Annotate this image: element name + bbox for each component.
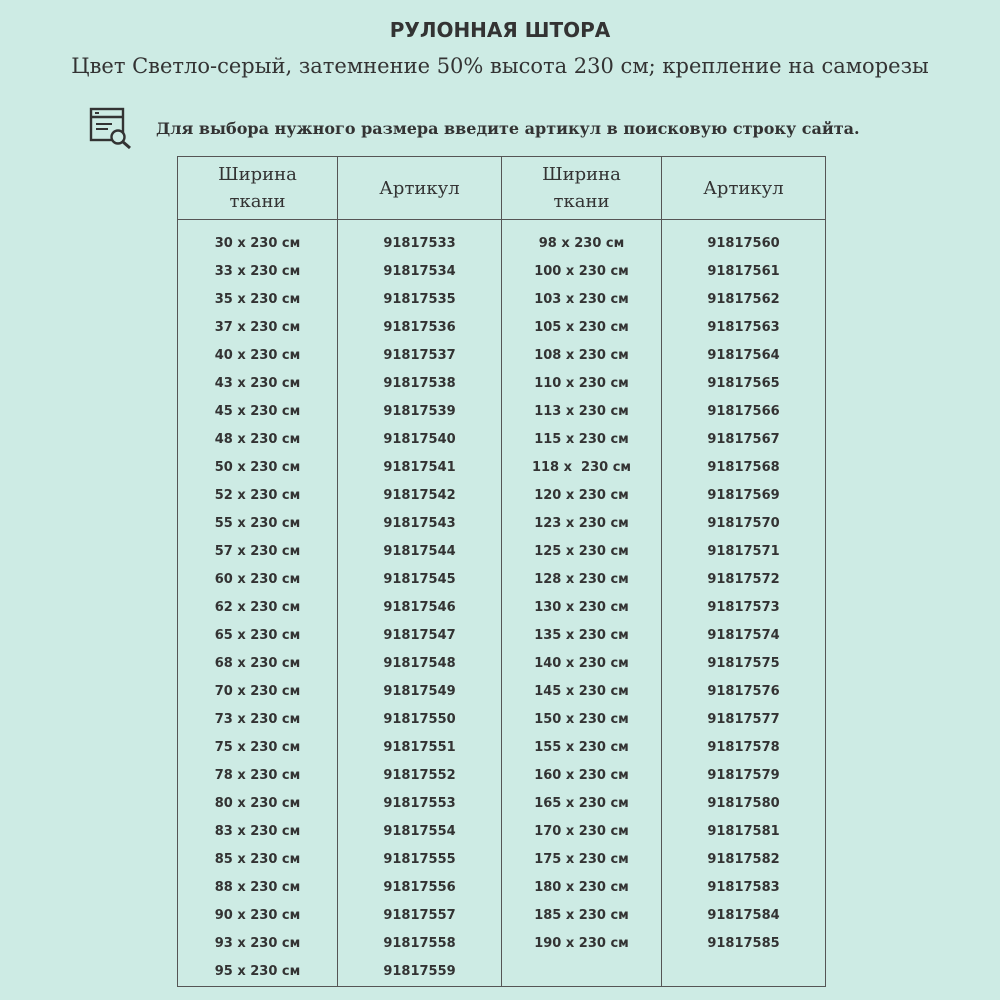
article-cell: 91817554 xyxy=(338,818,502,846)
article-cell: 91817561 xyxy=(662,258,826,286)
table-row xyxy=(178,902,826,930)
article-cell: 91817541 xyxy=(338,454,502,482)
table-row xyxy=(178,734,826,762)
width-cell: 73 x 230 см xyxy=(178,706,338,734)
article-cell: 91817575 xyxy=(662,650,826,678)
search-notice xyxy=(88,106,860,150)
width-cell: 78 x 230 см xyxy=(178,762,338,790)
table-row xyxy=(178,622,826,650)
header-article-1: Артикул xyxy=(338,157,502,220)
article-cell: 91817556 xyxy=(338,874,502,902)
table-row xyxy=(178,286,826,314)
width-cell: 35 x 230 см xyxy=(178,286,338,314)
article-cell: 91817574 xyxy=(662,622,826,650)
spacer-cell xyxy=(662,986,826,987)
width-cell: 123 x 230 см xyxy=(502,510,662,538)
table-row xyxy=(178,762,826,790)
article-cell: 91817536 xyxy=(338,314,502,342)
table-row xyxy=(178,538,826,566)
article-cell: 91817572 xyxy=(662,566,826,594)
table-body xyxy=(178,220,826,987)
width-cell: 62 x 230 см xyxy=(178,594,338,622)
table-bottom-spacer xyxy=(178,986,826,987)
article-cell: 91817583 xyxy=(662,874,826,902)
width-cell: 105 x 230 см xyxy=(502,314,662,342)
article-cell: 91817566 xyxy=(662,398,826,426)
table-row xyxy=(178,874,826,902)
page-title: РУЛОННАЯ ШТОРА xyxy=(389,18,611,42)
width-cell: 140 x 230 см xyxy=(502,650,662,678)
width-cell: 95 x 230 см xyxy=(178,958,338,986)
width-cell: 50 x 230 см xyxy=(178,454,338,482)
width-cell: 60 x 230 см xyxy=(178,566,338,594)
width-cell: 40 x 230 см xyxy=(178,342,338,370)
article-cell: 91817550 xyxy=(338,706,502,734)
article-cell: 91817576 xyxy=(662,678,826,706)
width-cell: 48 x 230 см xyxy=(178,426,338,454)
width-cell: 33 x 230 см xyxy=(178,258,338,286)
table-row xyxy=(178,342,826,370)
width-cell: 70 x 230 см xyxy=(178,678,338,706)
spacer-cell xyxy=(338,986,502,987)
width-cell: 108 x 230 см xyxy=(502,342,662,370)
table-row xyxy=(178,314,826,342)
spacer-cell xyxy=(502,986,662,987)
browser-search-icon xyxy=(88,106,134,150)
article-cell: 91817535 xyxy=(338,286,502,314)
width-cell: 88 x 230 см xyxy=(178,874,338,902)
table-row xyxy=(178,426,826,454)
width-cell: 130 x 230 см xyxy=(502,594,662,622)
width-cell: 135 x 230 см xyxy=(502,622,662,650)
article-cell: 91817543 xyxy=(338,510,502,538)
table-row xyxy=(178,370,826,398)
table-row xyxy=(178,398,826,426)
width-cell: 128 x 230 см xyxy=(502,566,662,594)
table-row xyxy=(178,706,826,734)
article-cell xyxy=(662,958,826,986)
table-row xyxy=(178,594,826,622)
table-row xyxy=(178,846,826,874)
width-cell: 80 x 230 см xyxy=(178,790,338,818)
article-cell: 91817558 xyxy=(338,930,502,958)
spacer-cell xyxy=(178,986,338,987)
article-cell: 91817582 xyxy=(662,846,826,874)
width-cell: 103 x 230 см xyxy=(502,286,662,314)
article-cell: 91817538 xyxy=(338,370,502,398)
article-cell: 91817557 xyxy=(338,902,502,930)
table-row xyxy=(178,220,826,259)
width-cell: 43 x 230 см xyxy=(178,370,338,398)
width-cell: 45 x 230 см xyxy=(178,398,338,426)
article-cell: 91817549 xyxy=(338,678,502,706)
width-cell: 115 x 230 см xyxy=(502,426,662,454)
article-cell: 91817534 xyxy=(338,258,502,286)
article-cell: 91817578 xyxy=(662,734,826,762)
article-cell: 91817585 xyxy=(662,930,826,958)
table-row xyxy=(178,930,826,958)
width-cell: 52 x 230 см xyxy=(178,482,338,510)
article-cell: 91817567 xyxy=(662,426,826,454)
article-cell: 91817559 xyxy=(338,958,502,986)
table-row xyxy=(178,790,826,818)
width-cell: 155 x 230 см xyxy=(502,734,662,762)
article-cell: 91817570 xyxy=(662,510,826,538)
header-width-1: Ширина ткани xyxy=(178,157,338,220)
width-cell: 75 x 230 см xyxy=(178,734,338,762)
width-cell: 160 x 230 см xyxy=(502,762,662,790)
table-row xyxy=(178,958,826,986)
article-cell: 91817569 xyxy=(662,482,826,510)
width-cell: 37 x 230 см xyxy=(178,314,338,342)
article-cell: 91817540 xyxy=(338,426,502,454)
width-cell: 190 x 230 см xyxy=(502,930,662,958)
article-cell: 91817551 xyxy=(338,734,502,762)
width-cell: 185 x 230 см xyxy=(502,902,662,930)
article-cell: 91817577 xyxy=(662,706,826,734)
article-cell: 91817544 xyxy=(338,538,502,566)
article-cell: 91817548 xyxy=(338,650,502,678)
article-cell: 91817573 xyxy=(662,594,826,622)
article-cell: 91817545 xyxy=(338,566,502,594)
width-cell: 170 x 230 см xyxy=(502,818,662,846)
width-cell: 120 x 230 см xyxy=(502,482,662,510)
article-cell: 91817555 xyxy=(338,846,502,874)
article-cell: 91817568 xyxy=(662,454,826,482)
article-cell: 91817565 xyxy=(662,370,826,398)
width-cell: 98 x 230 см xyxy=(502,220,662,259)
article-cell: 91817563 xyxy=(662,314,826,342)
table-header-row xyxy=(178,157,826,220)
width-cell: 85 x 230 см xyxy=(178,846,338,874)
article-cell: 91817579 xyxy=(662,762,826,790)
width-cell: 145 x 230 см xyxy=(502,678,662,706)
table-row xyxy=(178,818,826,846)
width-cell: 93 x 230 см xyxy=(178,930,338,958)
article-cell: 91817553 xyxy=(338,790,502,818)
article-cell: 91817533 xyxy=(338,220,502,259)
width-cell: 55 x 230 см xyxy=(178,510,338,538)
article-cell: 91817539 xyxy=(338,398,502,426)
width-cell: 30 x 230 см xyxy=(178,220,338,259)
width-cell: 83 x 230 см xyxy=(178,818,338,846)
header-width-2: Ширина ткани xyxy=(502,157,662,220)
table-row xyxy=(178,566,826,594)
article-cell: 91817580 xyxy=(662,790,826,818)
size-article-table xyxy=(177,156,826,987)
search-notice-text: Для выбора нужного размера введите артикул в поисковую строку сайта. xyxy=(156,118,860,138)
width-cell: 110 x 230 см xyxy=(502,370,662,398)
article-cell: 91817537 xyxy=(338,342,502,370)
table-row xyxy=(178,650,826,678)
article-cell: 91817571 xyxy=(662,538,826,566)
table-row xyxy=(178,482,826,510)
width-cell: 100 x 230 см xyxy=(502,258,662,286)
article-cell: 91817584 xyxy=(662,902,826,930)
width-cell: 150 x 230 см xyxy=(502,706,662,734)
width-cell: 57 x 230 см xyxy=(178,538,338,566)
article-cell: 91817547 xyxy=(338,622,502,650)
width-cell: 175 x 230 см xyxy=(502,846,662,874)
table-row xyxy=(178,510,826,538)
width-cell: 65 x 230 см xyxy=(178,622,338,650)
article-cell: 91817581 xyxy=(662,818,826,846)
table-row xyxy=(178,258,826,286)
header-article-2: Артикул xyxy=(662,157,826,220)
width-cell: 118 x 230 см xyxy=(502,454,662,482)
page-subtitle: Цвет Светло-серый, затемнение 50% высота 230 см; крепление на саморезы xyxy=(71,54,929,78)
article-cell: 91817564 xyxy=(662,342,826,370)
width-cell: 125 x 230 см xyxy=(502,538,662,566)
width-cell: 180 x 230 см xyxy=(502,874,662,902)
width-cell: 113 x 230 см xyxy=(502,398,662,426)
article-cell: 91817546 xyxy=(338,594,502,622)
width-cell: 68 x 230 см xyxy=(178,650,338,678)
article-cell: 91817542 xyxy=(338,482,502,510)
article-cell: 91817552 xyxy=(338,762,502,790)
table-row xyxy=(178,454,826,482)
table-row xyxy=(178,678,826,706)
width-cell xyxy=(502,958,662,986)
width-cell: 90 x 230 см xyxy=(178,902,338,930)
article-cell: 91817562 xyxy=(662,286,826,314)
width-cell: 165 x 230 см xyxy=(502,790,662,818)
article-cell: 91817560 xyxy=(662,220,826,259)
